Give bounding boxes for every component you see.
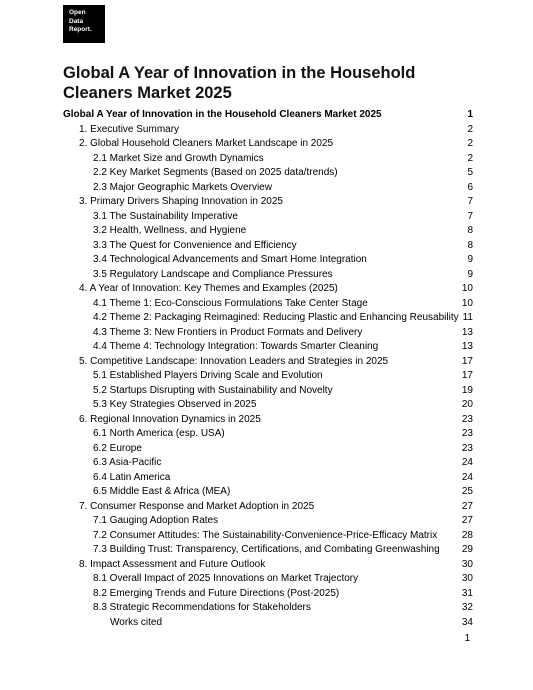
toc-entry-label: 6.4 Latin America [93, 471, 171, 483]
toc-entry-label: 6.2 Europe [93, 442, 142, 454]
toc-entry-page: 29 [461, 544, 473, 555]
toc-entry-label: 2.1 Market Size and Growth Dynamics [93, 152, 264, 164]
toc-entry-page: 17 [461, 370, 473, 381]
toc-entry-page: 1 [467, 109, 473, 120]
toc-entry[interactable] [63, 181, 473, 196]
toc-entry-page: 28 [461, 529, 473, 541]
toc-entry-page: 2 [467, 123, 473, 135]
toc-entry[interactable] [63, 514, 473, 529]
toc-entry[interactable] [63, 398, 473, 413]
toc-entry[interactable] [63, 224, 473, 239]
toc-entry-page: 24 [461, 457, 473, 468]
toc-entry-label: 4. A Year of Innovation: Key Themes and Examples (2025) [79, 283, 338, 294]
toc-entry-label: 6. Regional Innovation Dynamics in 2025 [79, 413, 261, 425]
toc-entry-page: 9 [467, 268, 473, 280]
toc-entry-label: 4.1 Theme 1: Eco-Conscious Formulations Take Center Stage [93, 297, 368, 309]
toc-entry[interactable] [63, 152, 473, 167]
toc-entry[interactable] [63, 616, 473, 631]
toc-entry[interactable] [63, 253, 473, 268]
toc-entry[interactable] [63, 355, 473, 370]
toc-entry-label: 8. Impact Assessment and Future Outlook [79, 558, 266, 570]
toc-entry-page: 27 [461, 515, 473, 526]
open-data-report-logo [63, 5, 105, 43]
toc-entry[interactable] [63, 529, 473, 544]
toc-entry-page: 8 [467, 239, 473, 251]
toc-entry[interactable] [63, 558, 473, 573]
toc-entry[interactable] [63, 137, 473, 152]
toc-entry-label: 8.2 Emerging Trends and Future Directions (Post-2025) [93, 587, 340, 599]
toc-entry[interactable] [63, 210, 473, 225]
toc-entry-label: 4.2 Theme 2: Packaging Reimagined: Reducing Plastic and Enhancing Reusability [93, 312, 459, 323]
toc-entry[interactable] [63, 195, 473, 210]
toc-entry-label: Global A Year of Innovation in the Household Cleaners Market 2025 [63, 109, 382, 120]
toc-entry[interactable] [63, 413, 473, 428]
toc-entry-page: 32 [461, 602, 473, 613]
logo-line-1: Open [69, 9, 86, 16]
document-title: Global A Year of Innovation in the Household Cleaners Market 2025 [63, 64, 416, 102]
toc-entry[interactable] [63, 340, 473, 355]
logo-line-3: Report. [69, 26, 92, 33]
toc-entry[interactable] [63, 268, 473, 283]
toc-entry[interactable] [63, 123, 473, 138]
toc-entry-page: 30 [461, 558, 473, 570]
toc-entry[interactable] [63, 485, 473, 500]
toc-entry-label: 2. Global Household Cleaners Market Landscape in 2025 [79, 138, 334, 149]
toc-entry[interactable] [63, 239, 473, 254]
toc-entry-label: 8.3 Strategic Recommendations for Stakeholders [93, 602, 311, 613]
toc-entry[interactable] [63, 311, 473, 326]
toc-entry-label: 4.4 Theme 4: Technology Integration: Towards Smarter Cleaning [93, 341, 379, 352]
toc-entry-label: Works cited [110, 616, 163, 628]
toc-entry[interactable] [63, 471, 473, 486]
toc-entry-label: 7.2 Consumer Attitudes: The Sustainability-Convenience-Price-Efficacy Matrix [93, 529, 438, 541]
toc-entry-page: 2 [467, 138, 473, 149]
toc-entry-label: 2.2 Key Market Segments (Based on 2025 data/trends) [93, 167, 338, 178]
toc-entry[interactable] [63, 442, 473, 457]
toc-entry-label: 3.2 Health, Wellness, and Hygiene [93, 225, 247, 236]
toc-entry-page: 23 [461, 428, 473, 439]
page-number: 1 [464, 633, 470, 644]
toc-entry-page: 24 [461, 471, 473, 483]
toc-entry-page: 23 [461, 442, 473, 454]
toc-entry-page: 7 [467, 210, 473, 222]
toc-entry-page: 25 [461, 486, 473, 497]
toc-entry[interactable] [63, 166, 473, 181]
toc-entry-label: 7.1 Gauging Adoption Rates [93, 515, 219, 526]
toc-entry-page: 13 [461, 341, 473, 352]
toc-entry-label: 6.3 Asia-Pacific [93, 457, 162, 468]
toc-entry-page: 31 [461, 587, 473, 599]
toc-entry-label: 5.3 Key Strategies Observed in 2025 [93, 399, 257, 410]
toc-entry-page: 19 [461, 384, 473, 396]
toc-entry-page: 34 [461, 616, 473, 628]
toc-entry-page: 6 [467, 181, 473, 193]
toc-entry-page: 5 [467, 167, 473, 178]
toc-entry-page: 13 [461, 326, 473, 338]
toc-entry-page: 23 [461, 413, 473, 425]
toc-entry-label: 3.3 The Quest for Convenience and Efficiency [93, 239, 297, 251]
toc-entry[interactable] [63, 572, 473, 587]
toc-entry[interactable] [63, 587, 473, 602]
toc-entry-label: 3. Primary Drivers Shaping Innovation in 2025 [79, 196, 283, 207]
toc-entry[interactable] [63, 543, 473, 558]
toc-entry-label: 7.3 Building Trust: Transparency, Certifications, and Combating Greenwashing [93, 544, 440, 555]
toc-entry-label: 2.3 Major Geographic Markets Overview [93, 181, 272, 193]
logo-line-2: Data [69, 17, 84, 25]
toc-entry-page: 10 [461, 297, 473, 309]
toc-entry-label: 3.5 Regulatory Landscape and Compliance Pressures [93, 268, 333, 280]
toc-entry[interactable] [63, 108, 473, 123]
toc-entry-label: 5.2 Startups Disrupting with Sustainability and Novelty [93, 384, 333, 396]
toc-entry[interactable] [63, 427, 473, 442]
toc-entry-label: 3.1 The Sustainability Imperative [93, 210, 238, 222]
toc-entry[interactable] [63, 369, 473, 384]
table-of-contents [63, 108, 473, 630]
toc-entry-label: 4.3 Theme 3: New Frontiers in Product Formats and Delivery [93, 326, 363, 338]
toc-entry-page: 2 [467, 152, 473, 164]
toc-entry-label: 5.1 Established Players Driving Scale and Evolution [93, 370, 323, 381]
toc-entry-label: 6.5 Middle East & Africa (MEA) [93, 486, 231, 497]
toc-entry-page: 9 [467, 254, 473, 265]
toc-entry[interactable] [63, 282, 473, 297]
toc-entry-page: 27 [461, 500, 473, 512]
toc-entry-label: 1. Executive Summary [79, 123, 180, 135]
toc-entry-label: 8.1 Overall Impact of 2025 Innovations on Market Trajectory [93, 573, 359, 584]
toc-entry[interactable] [63, 601, 473, 616]
toc-entry[interactable] [63, 384, 473, 399]
toc-entry-label: 6.1 North America (esp. USA) [93, 428, 225, 439]
toc-entry[interactable] [63, 326, 473, 341]
toc-entry-page: 17 [461, 355, 473, 367]
toc-entry[interactable] [63, 500, 473, 515]
toc-entry-page: 30 [461, 573, 473, 584]
toc-entry-label: 7. Consumer Response and Market Adoption in 2025 [79, 500, 315, 512]
toc-entry-page: 11 [462, 312, 473, 323]
toc-entry[interactable] [63, 456, 473, 471]
toc-entry-label: 5. Competitive Landscape: Innovation Leaders and Strategies in 2025 [79, 355, 389, 367]
toc-entry-page: 10 [461, 283, 473, 294]
toc-entry[interactable] [63, 297, 473, 312]
toc-entry-page: 7 [467, 196, 473, 207]
toc-entry-page: 8 [467, 225, 473, 236]
toc-entry-label: 3.4 Technological Advancements and Smart Home Integration [93, 254, 367, 265]
toc-entry-page: 20 [461, 399, 473, 410]
